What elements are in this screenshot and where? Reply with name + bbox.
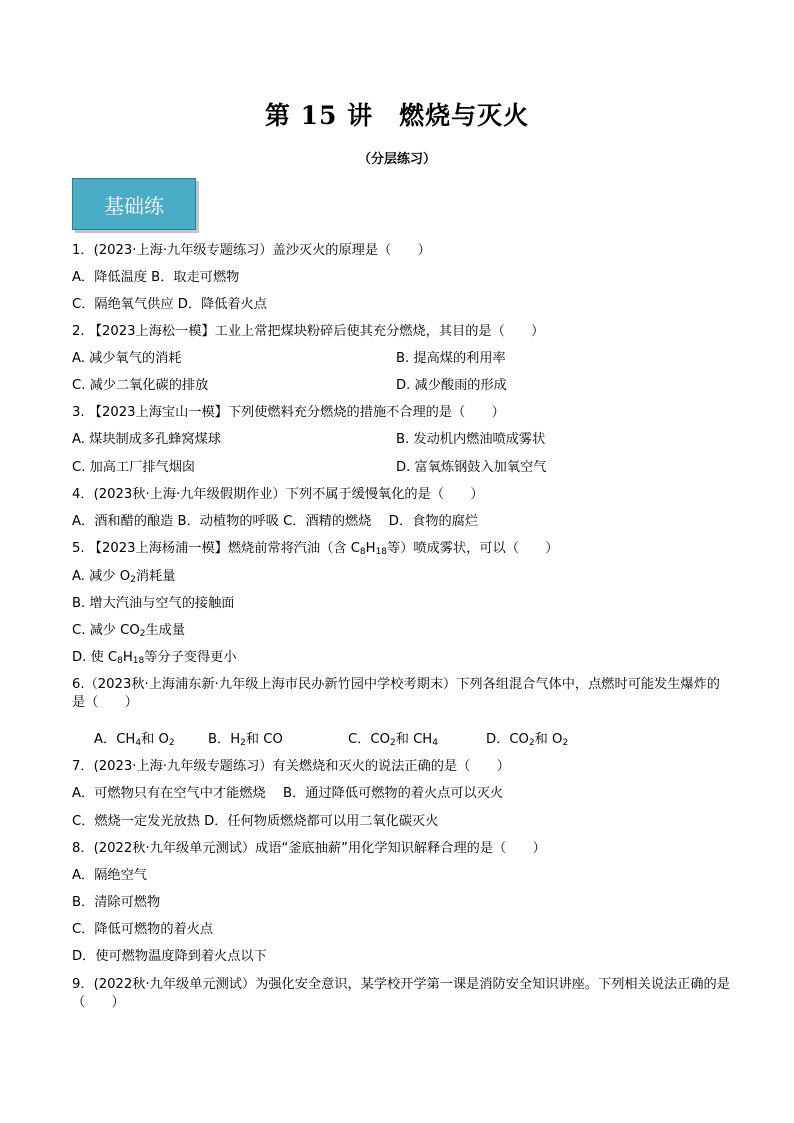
question-6-option-c: C．$CO_2$和 $CH_4$	[348, 732, 438, 748]
question-5-stem: 5. 【2023上海杨浦一模】燃烧前常将汽油（含 $C_8H_{18}$等）喷成雾状，可以（ ）	[72, 541, 559, 557]
question-7-options-row-1: A．可燃物只有在空气中才能燃烧 B．通过降低可燃物的着火点可以灭火	[72, 786, 504, 801]
question-3-option-c: C. 加高工厂排气烟囱	[72, 460, 196, 475]
question-1-options-row-2: C．隔绝氧气供应 D．降低着火点	[72, 297, 267, 312]
question-3-stem: 3. 【2023上海宝山一模】下列使燃料充分燃烧的措施不合理的是（ ）	[72, 405, 505, 420]
question-8-option-c: C．降低可燃物的着火点	[72, 922, 214, 937]
question-6-option-b: B．$H_2$和 CO	[208, 732, 283, 748]
question-3-option-a: A. 煤块制成多孔蜂窝煤球	[72, 432, 222, 447]
page-title: 第 15 讲 燃烧与灭火	[264, 101, 530, 130]
question-8-stem: 8．(2022秋·九年级单元测试）成语“釜底抽薪”用化学知识解释合理的是（ ）	[72, 841, 546, 856]
question-6-stem: 6.（2023秋·上海浦东新·九年级上海市民办新竹园中学校考期末）下列各组混合气体中，点燃时可能发生爆炸的是（ ）	[72, 677, 720, 710]
question-2-stem: 2. 【2023上海松一模】工业上常把煤块粉碎后使其充分燃烧，其目的是（ ）	[72, 324, 545, 339]
question-6-option-d: D．$CO_2$和 $O_2$	[486, 732, 569, 748]
section-label-text: 基础练	[104, 193, 164, 218]
question-8-option-a: A．隔绝空气	[72, 868, 147, 883]
question-5-option-b: B. 增大汽油与空气的接触面	[72, 596, 235, 611]
question-2-option-d: D. 减少酸雨的形成	[396, 378, 507, 393]
question-5-option-d: D. 使 $C_8H_{18}$等分子变得更小	[72, 650, 237, 666]
question-4-stem: 4．(2023秋·上海·九年级假期作业）下列不属于缓慢氧化的是（ ）	[72, 487, 484, 502]
section-label	[72, 178, 196, 230]
question-9-stem: 9．(2022秋·九年级单元测试）为强化安全意识，某学校开学第一课是消防安全知识讲座。下列相关说法正确的是（ ）	[72, 977, 730, 1010]
question-3-option-b: B. 发动机内燃油喷成雾状	[396, 432, 546, 447]
question-6-option-a: A．$CH_4$和 $O_2$	[94, 732, 175, 748]
question-2-option-c: C. 减少二氧化碳的排放	[72, 378, 209, 393]
question-4-options: A．酒和醋的酿造 B．动植物的呼吸 C．酒精的燃烧 D．食物的腐烂	[72, 514, 479, 529]
question-2-option-a: A. 减少氧气的消耗	[72, 351, 182, 366]
question-2-option-b: B. 提高煤的利用率	[396, 351, 506, 366]
question-5-option-a: A. 减少 $O_2$消耗量	[72, 569, 176, 585]
question-7-options-row-2: C．燃烧一定发光放热 D．任何物质燃烧都可以用二氧化碳灭火	[72, 814, 439, 829]
question-1-stem: 1．(2023·上海·九年级专题练习）盖沙灭火的原理是（ ）	[72, 243, 431, 258]
question-7-stem: 7．(2023·上海·九年级专题练习）有关燃烧和灭火的说法正确的是（ ）	[72, 759, 510, 774]
question-3-option-d: D. 富氧炼钢鼓入加氧空气	[396, 460, 547, 475]
question-8-option-b: B．清除可燃物	[72, 895, 161, 910]
question-5-option-c: C. 减少 $CO_2$生成量	[72, 623, 186, 639]
page-subtitle: （分层练习）	[357, 152, 436, 167]
question-1-options-row-1: A．降低温度 B．取走可燃物	[72, 270, 240, 285]
question-8-option-d: D．使可燃物温度降到着火点以下	[72, 949, 267, 964]
